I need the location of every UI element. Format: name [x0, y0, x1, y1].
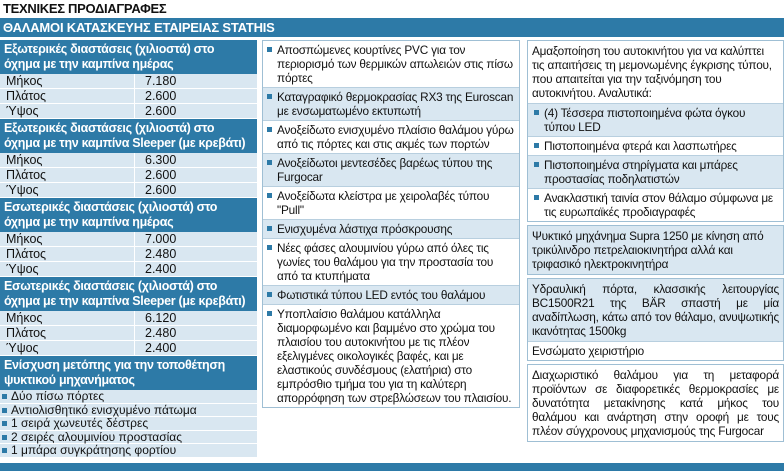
dimension-row — [0, 183, 257, 198]
feature-item — [263, 286, 519, 305]
dimension-row — [0, 104, 257, 119]
feature-text: Νέες φάσες αλουμινίου γύρω από όλες τις γωνίες του θαλάμου για την προστασία του από τα κτυπήματα — [277, 241, 494, 283]
dimension-value: 2.600 — [134, 89, 257, 103]
dimension-label: Ύψος — [6, 262, 39, 276]
reinforcement-section — [0, 356, 257, 458]
dimension-value: 2.600 — [134, 104, 257, 118]
partition-text: Διαχωριστικό θαλάμου για τη μεταφορά προϊόντων σε διαφορετικές θερμοκρασίες με δυνατότητα μετακίνησης κατά μήκος του θαλάμου και ανάρτηση στην οροφή με τους πλέον σύγχρονους μηχανισμούς της Furgocar — [532, 368, 779, 438]
dimension-label: Μήκος — [6, 232, 43, 246]
feature-item — [263, 88, 519, 121]
title-bar — [0, 0, 784, 18]
certification-item — [528, 103, 783, 136]
hand-wash-text: Ενσώματο χειριστήριο — [528, 341, 783, 360]
dimension-value: 2.480 — [134, 247, 257, 261]
dimension-row — [0, 311, 257, 326]
section-heading: Εξωτερικές διαστάσεις (χιλιοστά) στο όχημα με την καμπίνα Sleeper (με κρεβάτι) — [0, 119, 257, 153]
list-item-text: 2 σειρές αλουμινίου προστασίας — [11, 429, 183, 444]
dimension-row — [0, 153, 257, 168]
dimension-row — [0, 232, 257, 247]
bullet-square-icon — [267, 245, 272, 250]
list-item-text: 1 μπάρα συγκράτησης φορτίου — [11, 443, 177, 457]
dimension-value: 2.600 — [134, 168, 257, 182]
certification-text: Πιστοποιημένα φτερά και λασπωτήρες — [544, 139, 737, 153]
dimension-label: Ύψος — [6, 104, 39, 118]
feature-text: Ενισχυμένα λάστιχα πρόσκρουσης — [277, 222, 453, 236]
feature-item — [263, 305, 519, 407]
bullet-square-icon — [2, 448, 7, 453]
dimension-row — [0, 247, 257, 262]
features-box — [262, 40, 520, 408]
feature-item — [263, 121, 519, 154]
hydraulic-text: Υδραυλική πόρτα, κλασσικής λειτουργίας BC1500R21 της BÄR σπαστή με μία αναδίπλωση, κάτω από τον θάλαμο, ανυψωτικής ικανότητας 1500kg — [528, 279, 783, 341]
dimension-value: 2.400 — [134, 341, 257, 355]
page-subtitle: ΘΑΛΑΜΟΙ ΚΑΤΑΣΚΕΥΗΣ ΕΤΑΙΡΕΙΑΣ STATHIS — [3, 20, 275, 35]
dimension-section — [0, 40, 257, 119]
dimension-label: Ύψος — [6, 183, 39, 197]
certification-box — [527, 40, 784, 222]
options-column — [527, 40, 784, 445]
refrigeration-box — [527, 225, 784, 275]
bullet-square-icon — [267, 160, 272, 165]
features-column — [262, 40, 520, 411]
section-heading: Εξωτερικές διαστάσεις (χιλιοστά) στο όχημα με την καμπίνα ημέρας — [0, 40, 257, 74]
dimension-label: Πλάτος — [6, 326, 47, 340]
certification-item — [528, 188, 783, 221]
feature-item — [263, 41, 519, 88]
feature-text: Ανοξείδωτο ενισχυμένο πλαίσιο θαλάμου γύρω από τις πόρτες και στις ακμές των πορτών — [277, 123, 514, 151]
list-item-text: 1 σειρά χωνευτές δέστρες — [11, 416, 149, 430]
bullet-square-icon — [534, 110, 539, 115]
bottom-strip — [0, 463, 784, 471]
section-heading: Εσωτερικές διαστάσεις (χιλιοστά) στο όχημα με την καμπίνα ημέρας — [0, 198, 257, 232]
bullet-square-icon — [2, 435, 7, 440]
certification-item — [528, 136, 783, 155]
bullet-square-icon — [534, 162, 539, 167]
list-item — [0, 404, 257, 418]
bullet-square-icon — [2, 408, 7, 413]
bullet-square-icon — [267, 127, 272, 132]
list-item — [0, 444, 257, 458]
list-item — [0, 431, 257, 445]
equipment-list — [0, 390, 257, 458]
dimension-row — [0, 168, 257, 183]
bullet-square-icon — [2, 394, 7, 399]
dimension-row — [0, 262, 257, 277]
feature-text: Υποπλαίσιο θαλάμου κατάλληλα διαμορφωμένο και βαμμένο στο χρώμα του πλαισίου του αυτοκινήτου με τις πλέον εξελιγμένες οικολογικές βαφές, και με ελαστικούς συνδέσμους (ελατήρια) στο εμπρόσθιο τμήμα του για τη καλύτερη απορρόφηση των στρεβλώσεων του πλαισίου. — [277, 307, 512, 405]
bullet-square-icon — [267, 94, 272, 99]
certification-text: (4) Τέσσερα πιστοποιημένα φώτα όγκου τύπου LED — [544, 106, 746, 134]
list-item — [0, 390, 257, 404]
dimension-row — [0, 341, 257, 356]
bullet-square-icon — [267, 311, 272, 316]
dimension-row — [0, 89, 257, 104]
bullet-square-icon — [267, 226, 272, 231]
dimensions-column — [0, 40, 257, 458]
feature-text: Ανοξείδωτα κλείστρα με χειρολαβές τύπου "Pull" — [277, 189, 490, 217]
dimension-label: Μήκος — [6, 74, 43, 88]
bullet-square-icon — [267, 292, 272, 297]
feature-text: Φωτιστικά τύπου LED εντός του θαλάμου — [277, 288, 486, 302]
feature-item — [263, 239, 519, 286]
dimension-value: 6.120 — [134, 311, 257, 325]
dimension-value: 2.600 — [134, 183, 257, 197]
bullet-square-icon — [2, 421, 7, 426]
feature-item — [263, 154, 519, 187]
bullet-square-icon — [534, 195, 539, 200]
certification-text: Πιστοποιημένα στηρίγματα και μπάρες προστασίας ποδηλατιστών — [544, 158, 738, 186]
dimension-label: Πλάτος — [6, 168, 47, 182]
dimension-value: 2.400 — [134, 262, 257, 276]
list-item-text: Δύο πίσω πόρτες — [11, 389, 105, 403]
dimension-section — [0, 277, 257, 356]
section-heading: Ενίσχυση μετόπης για την τοποθέτηση ψυκτικού μηχανήματος — [0, 356, 257, 390]
certification-intro: Αμαξοποίηση του αυτοκινήτου για να καλύπτει τις απαιτήσεις τη μεμονωμένης έγκρισης τύπου, που απαιτείται για την ταξινόμηση του αυτοκινήτου. Αναλυτικά: — [532, 44, 772, 100]
dimension-section — [0, 119, 257, 198]
subtitle-bar — [0, 18, 784, 37]
section-heading: Εσωτερικές διαστάσεις (χιλιοστά) στο όχημα με την καμπίνα Sleeper (με κρεβάτι) — [0, 277, 257, 311]
feature-text: Ανοξείδωτοι μεντεσέδες βαρέως τύπου της Furgocar — [277, 156, 493, 184]
dimension-label: Μήκος — [6, 311, 43, 325]
dimension-section — [0, 198, 257, 277]
dimension-label: Πλάτος — [6, 89, 47, 103]
bullet-square-icon — [534, 143, 539, 148]
list-item-text: Αντιολισθητικό ενισχυμένο πάτωμα — [11, 402, 197, 417]
dimension-value: 2.480 — [134, 326, 257, 340]
certification-text: Ανακλαστική ταινία στον θάλαμο σύμφωνα με τις ευρωπαϊκές προδιαγραφές — [544, 191, 773, 219]
dimension-value: 7.000 — [134, 232, 257, 246]
dimension-value: 7.180 — [134, 74, 257, 88]
certification-item — [528, 155, 783, 188]
bullet-square-icon — [267, 47, 272, 52]
feature-text: Αποσπώμενες κουρτίνες PVC για τον περιορισμό των θερμικών απωλειών στις πίσω πόρτες — [277, 43, 513, 85]
feature-text: Καταγραφικό θερμοκρασίας RX3 της Euroscan με ενσωματωμένο εκτυπωτή — [277, 90, 514, 118]
dimension-label: Ύψος — [6, 341, 39, 355]
dimension-row — [0, 74, 257, 89]
list-item — [0, 417, 257, 431]
page-title: ΤΕΧΝΙΚΕΣ ΠΡΟΔΙΑΓΡΑΦΕΣ — [3, 1, 167, 16]
partition-box — [527, 364, 784, 442]
hydraulic-box — [527, 278, 784, 361]
dimension-value: 6.300 — [134, 153, 257, 167]
dimension-label: Μήκος — [6, 153, 43, 167]
dimension-row — [0, 326, 257, 341]
dimension-label: Πλάτος — [6, 247, 47, 261]
feature-item — [263, 187, 519, 220]
bullet-square-icon — [267, 193, 272, 198]
refrigeration-text: Ψυκτικό μηχάνημα Supra 1250 με κίνηση από τρικύλινδρο πετρελαιοκινητήρα αλλά και τριφασικό ηλεκτροκινητήρα — [528, 226, 783, 274]
feature-item — [263, 220, 519, 239]
